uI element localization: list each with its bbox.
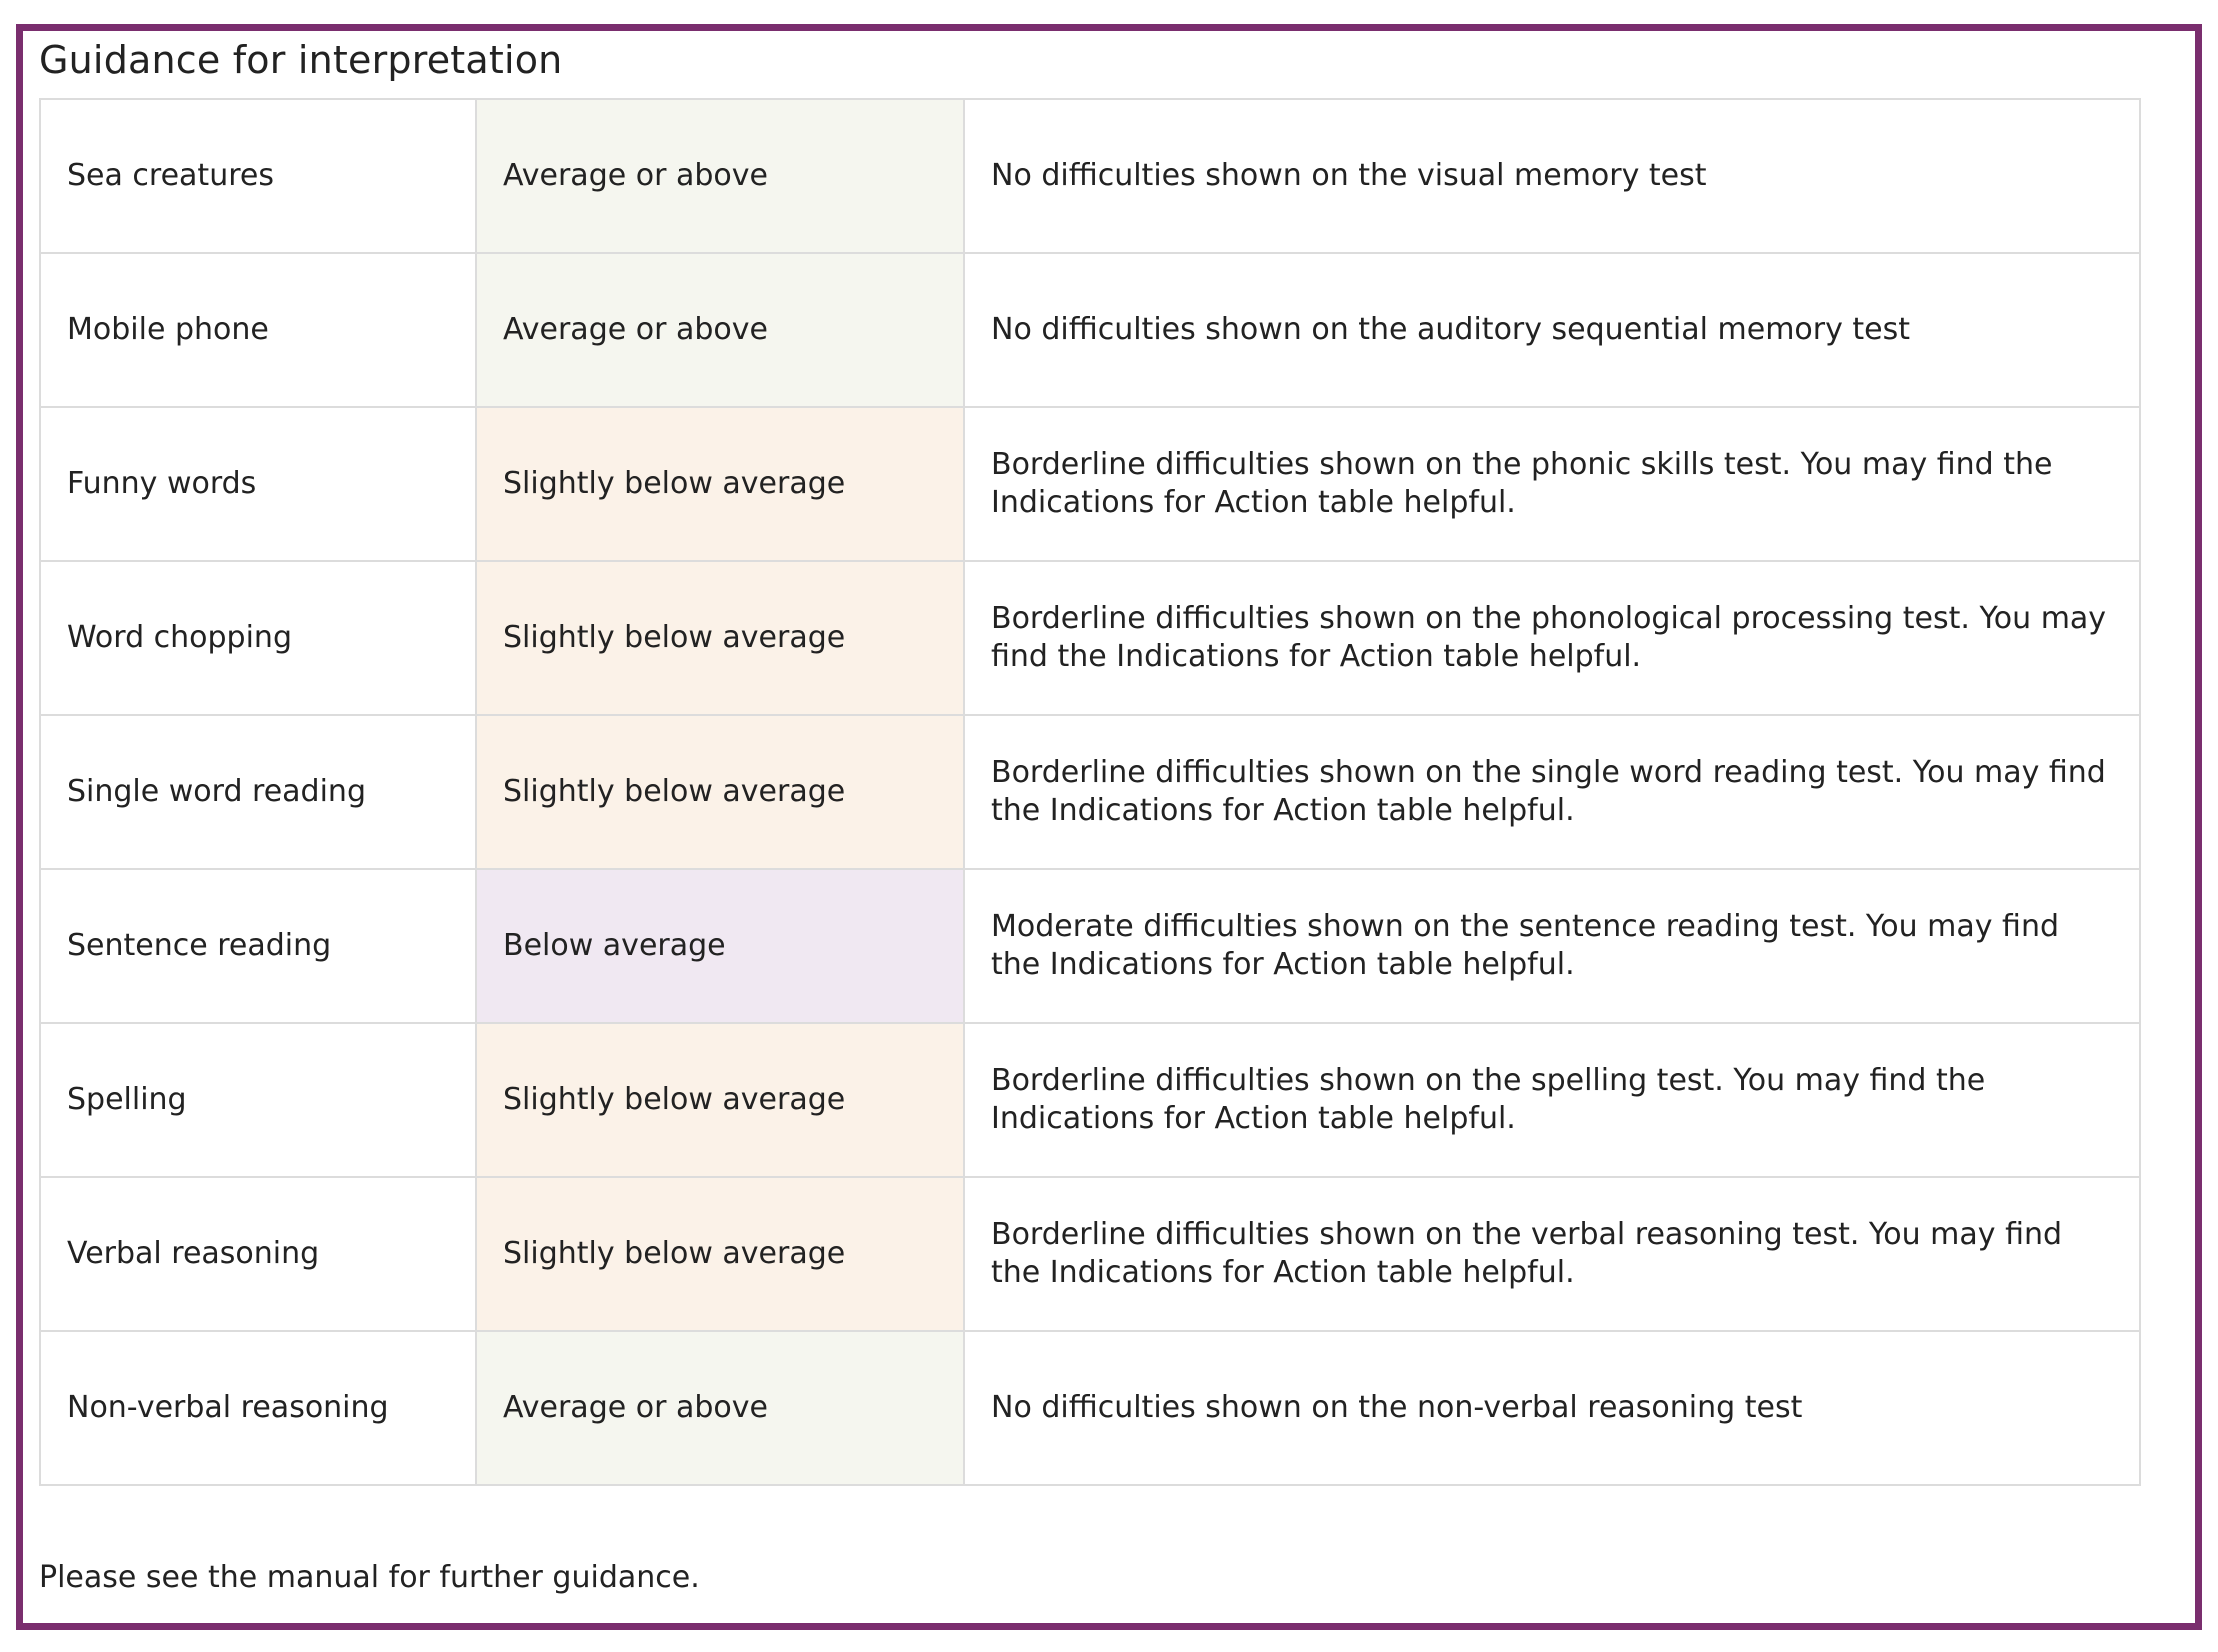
table-row	[40, 99, 2140, 253]
guidance-cell: Borderline difficulties shown on the phonological processing test. You may find the Indications for Action table helpful.	[964, 561, 2140, 715]
test-name-cell: Mobile phone	[40, 253, 476, 407]
table-row	[40, 869, 2140, 1023]
test-name-cell: Sea creatures	[40, 99, 476, 253]
test-name-cell: Spelling	[40, 1023, 476, 1177]
guidance-cell: Borderline difficulties shown on the verbal reasoning test. You may find the Indications for Action table helpful.	[964, 1177, 2140, 1331]
level-cell: Slightly below average	[476, 715, 964, 869]
level-cell: Slightly below average	[476, 1177, 964, 1331]
table-row	[40, 1331, 2140, 1485]
guidance-cell: No difficulties shown on the auditory sequential memory test	[964, 253, 2140, 407]
table-row	[40, 1023, 2140, 1177]
test-name-cell: Word chopping	[40, 561, 476, 715]
guidance-cell: Borderline difficulties shown on the spelling test. You may find the Indications for Action table helpful.	[964, 1023, 2140, 1177]
panel-title: Guidance for interpretation	[39, 38, 563, 82]
test-name-cell: Non-verbal reasoning	[40, 1331, 476, 1485]
test-name-cell: Sentence reading	[40, 869, 476, 1023]
table-row	[40, 715, 2140, 869]
guidance-table	[39, 98, 2141, 1486]
test-name-cell: Verbal reasoning	[40, 1177, 476, 1331]
table-row	[40, 253, 2140, 407]
footer-note: Please see the manual for further guidance.	[39, 1560, 700, 1595]
level-cell: Average or above	[476, 253, 964, 407]
guidance-cell: No difficulties shown on the visual memory test	[964, 99, 2140, 253]
guidance-cell: Borderline difficulties shown on the single word reading test. You may find the Indications for Action table helpful.	[964, 715, 2140, 869]
table-row	[40, 561, 2140, 715]
level-cell: Slightly below average	[476, 407, 964, 561]
level-cell: Average or above	[476, 99, 964, 253]
test-name-cell: Funny words	[40, 407, 476, 561]
level-cell: Average or above	[476, 1331, 964, 1485]
table-row	[40, 1177, 2140, 1331]
table-row	[40, 407, 2140, 561]
level-cell: Below average	[476, 869, 964, 1023]
guidance-cell: Moderate difficulties shown on the sentence reading test. You may find the Indications for Action table helpful.	[964, 869, 2140, 1023]
test-name-cell: Single word reading	[40, 715, 476, 869]
level-cell: Slightly below average	[476, 561, 964, 715]
guidance-cell: Borderline difficulties shown on the phonic skills test. You may find the Indications for Action table helpful.	[964, 407, 2140, 561]
level-cell: Slightly below average	[476, 1023, 964, 1177]
guidance-cell: No difficulties shown on the non-verbal reasoning test	[964, 1331, 2140, 1485]
